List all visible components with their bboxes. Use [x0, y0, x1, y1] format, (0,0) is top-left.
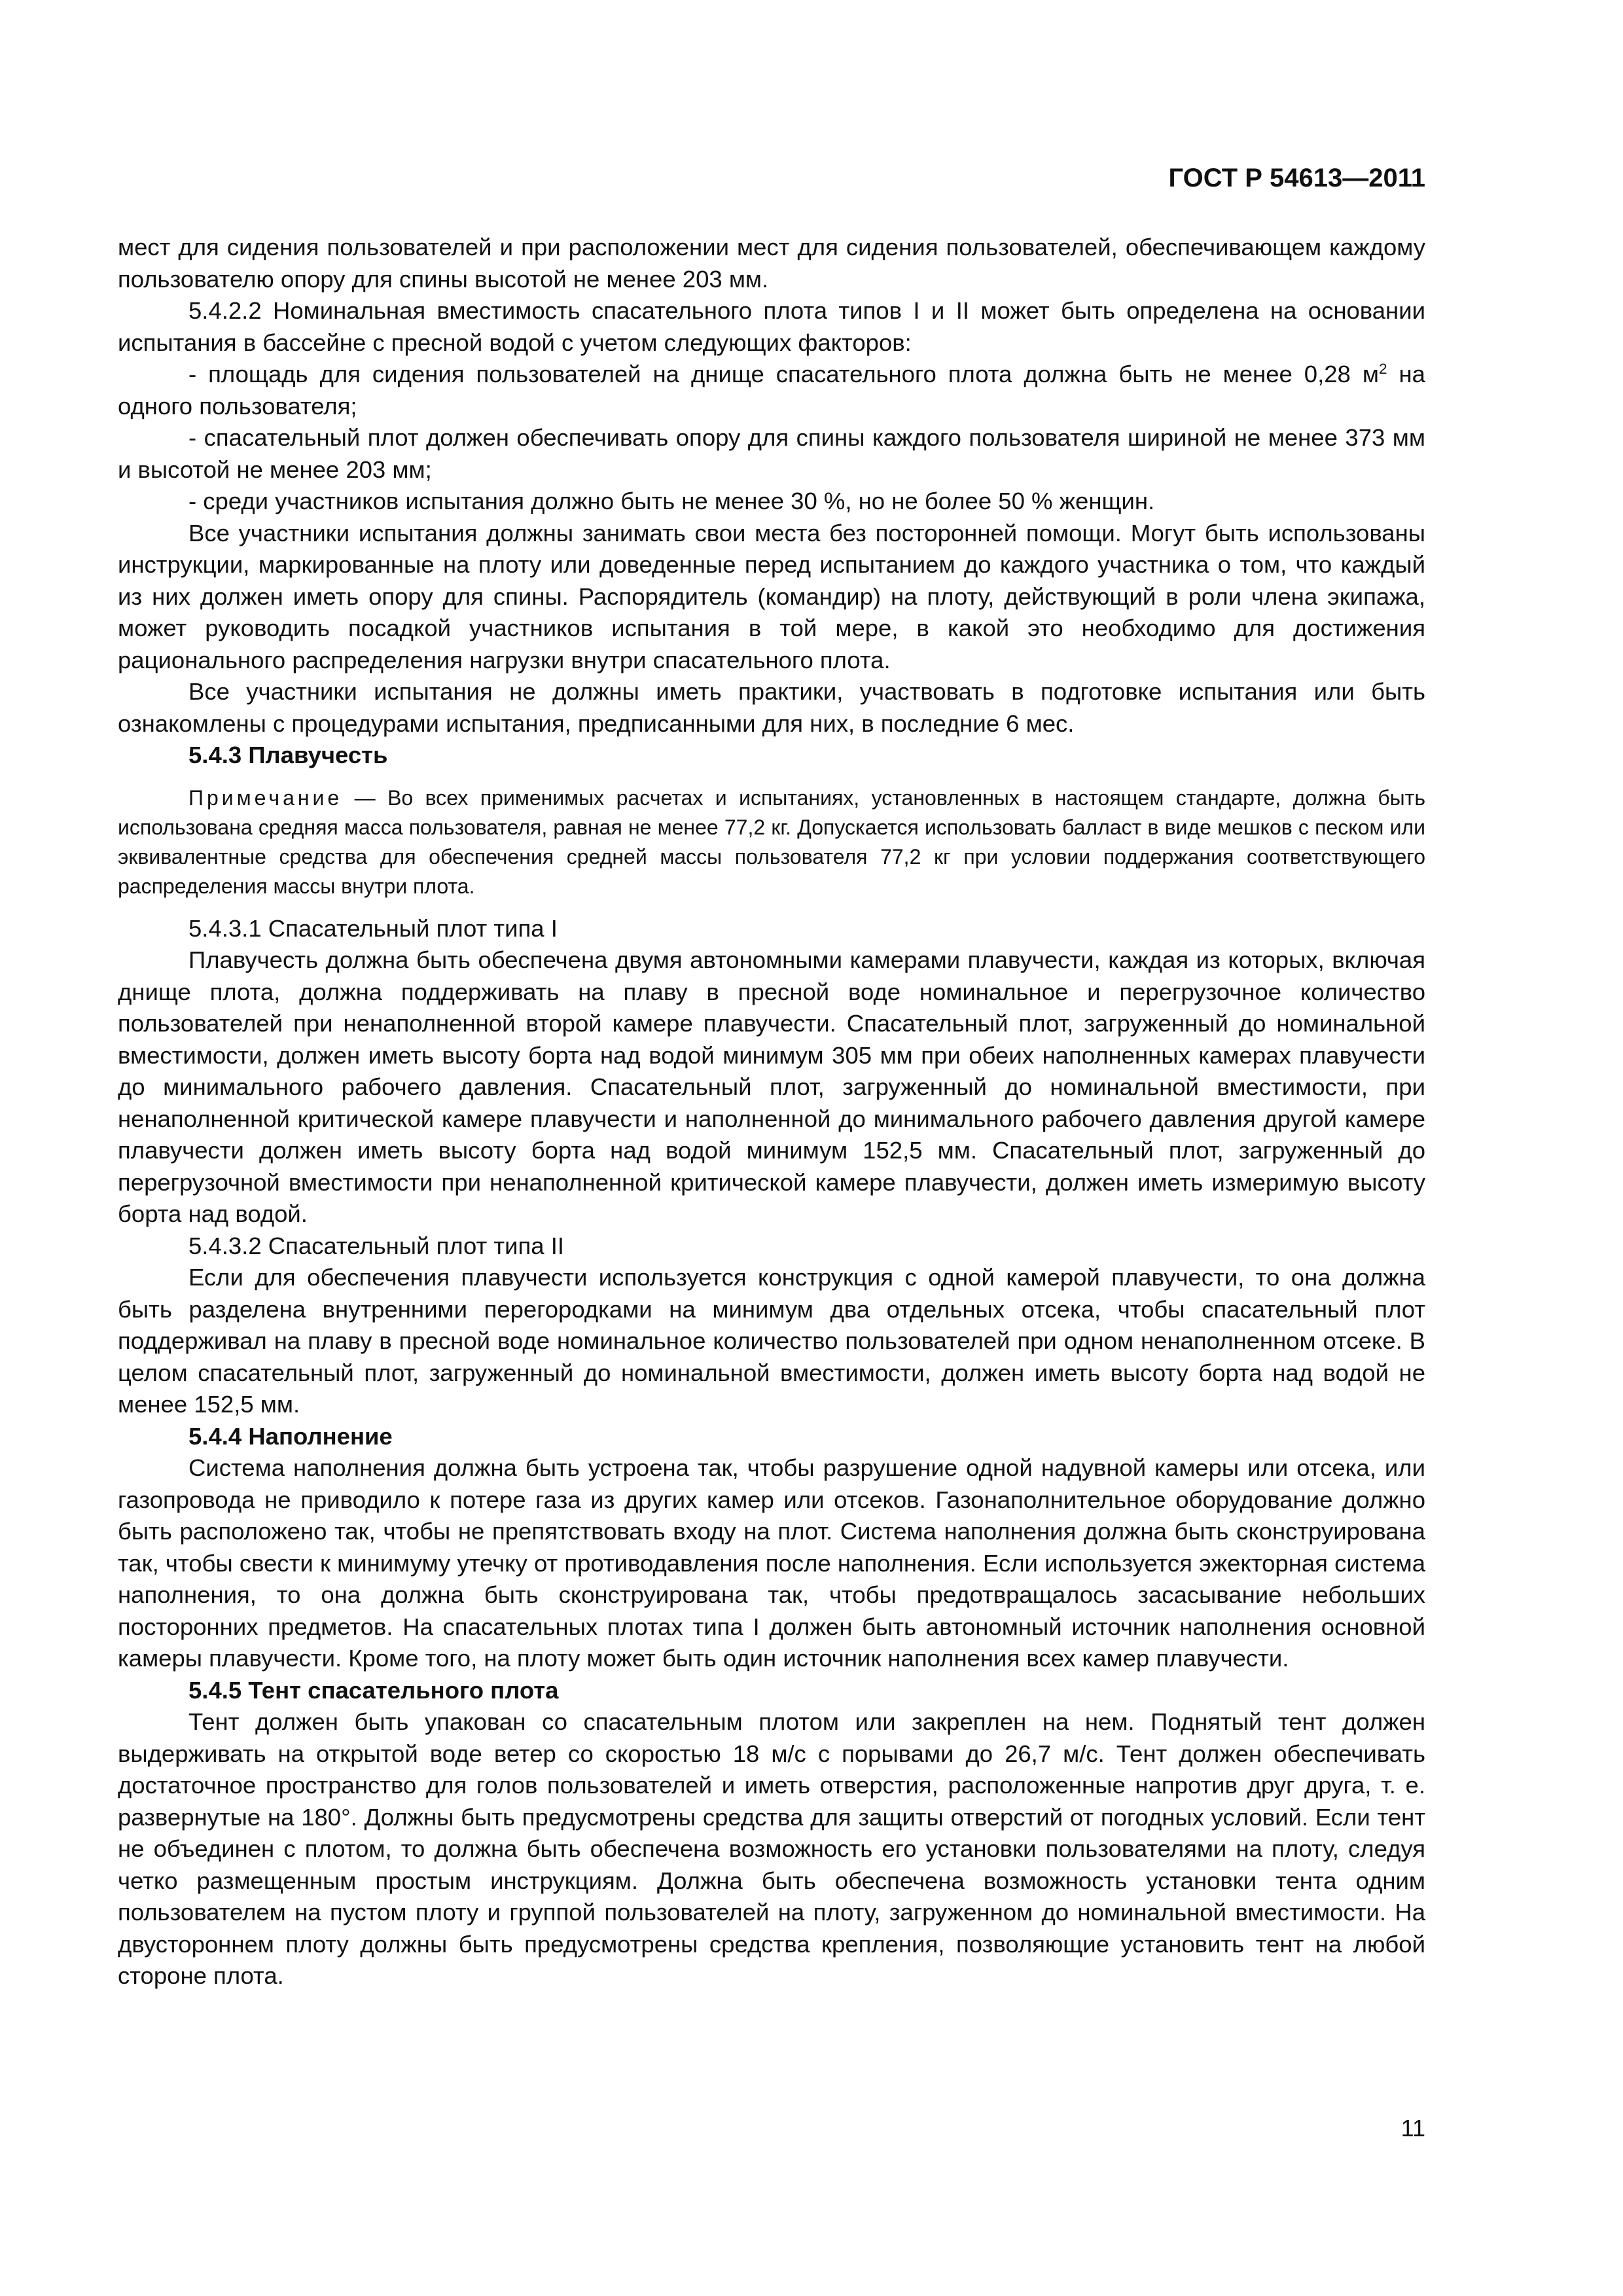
note-label: Примечание	[188, 785, 343, 810]
heading-5-4-5: 5.4.5 Тент спасательного плота	[188, 1676, 559, 1704]
document-body	[118, 232, 1425, 1992]
paragraph-5-4-3-1: Плавучесть должна быть обеспечена двумя автономными камерами плавучести, каждая из которых, включая днище плота, должна поддерживать на плаву в пресной воде номинальное и перегрузочное количество пользователей при ненаполненной второй камере плавучести. Спасательный плот, загруженный до номинальной вместимости, должен иметь высоту борта над водой минимум 305 мм при обеих наполненных камерах плавучести до минимального рабочего давления. Спасательный плот, загруженный до номинальной вместимости, при ненаполненной критической камере плавучести и наполненной до минимального рабочего давления другой камере плавучести должен иметь высоту борта над водой минимум 152,5 мм. Спасательный плот, загруженный до перегрузочной вместимости при ненаполненной критической камере плавучести, должен иметь измеримую высоту борта над водой.	[118, 946, 1425, 1227]
paragraph-intro: мест для сидения пользователей и при расположении мест для сидения пользователей, обеспечивающем каждому пользователю опору для спины высотой не менее 203 мм.	[118, 234, 1425, 293]
paragraph-participants: Все участники испытания должны занимать свои места без посторонней помощи. Могут быть использованы инструкции, маркированные на плоту или доведенные перед испытанием до каждого участника о том, что каждый из них должен иметь опору для спины. Распорядитель (командир) на плоту, действующий в роли члена экипажа, может руководить посадкой участников испытания в той мере, в какой это необходимо для достижения рационального распределения нагрузки внутри спасательного плота.	[118, 519, 1425, 673]
bullet-seat-area-text: - площадь для сидения пользователей на днище спасательного плота должна быть не менее 0,28 м	[188, 361, 1379, 387]
heading-5-4-3: 5.4.3 Плавучесть	[188, 742, 388, 768]
document-page	[118, 0, 1425, 2296]
clause-5-4-3-2: 5.4.3.2 Спасательный плот типа II	[188, 1232, 564, 1259]
heading-5-4-4: 5.4.4 Наполнение	[188, 1422, 393, 1450]
paragraph-5-4-5: Тент должен быть упакован со спасательным плотом или закреплен на нем. Поднятый тент должен выдерживать на открытой воде ветер со скоростью 18 м/с с порывами до 26,7 м/с. Тент должен обеспечивать достаточное пространство для голов пользователей и иметь отверстия, расположенные напротив друг друга, т. е. развернутые на 180°. Должны быть предусмотрены средства для защиты отверстий от погодных условий. Если тент не объединен с плотом, то должна быть обеспечена возможность его установки пользователями на плоту, следуя четко размещенным простым инструкциям. Должна быть обеспечена возможность установки тента одним пользователем на пустом плоту и группой пользователей на плоту, загруженном до номинальной вместимости. На двустороннем плоту должны быть предусмотрены средства крепления, позволяющие установить тент на любой стороне плота.	[118, 1708, 1425, 1989]
bullet-seat-area	[118, 359, 1425, 422]
standard-header: ГОСТ Р 54613—2011	[1168, 164, 1425, 192]
bullet-back-support: - спасательный плот должен обеспечивать опору для спины каждого пользователя шириной не менее 373 мм и высотой не менее 203 мм;	[118, 424, 1425, 483]
bullet-seat-area-tail: на одного пользователя;	[118, 361, 1425, 420]
paragraph-5-4-4: Система наполнения должна быть устроена так, чтобы разрушение одной надувной камеры или отсека, или газопровода не приводило к потере газа из других камер или отсеков. Газонаполнительное оборудование должно быть расположено так, чтобы не препятствовать входу на плот. Система наполнения должна быть сконструирована так, чтобы свести к минимуму утечку от противодавления после наполнения. Если используется эжекторная система наполнения, то она должна быть сконструирована так, чтобы предотвращалось засасывание небольших посторонних предметов. На спасательных плотах типа I должен быть автономный источник наполнения основной камеры плавучести. Кроме того, на плоту может быть один источник наполнения всех камер плавучести.	[118, 1454, 1425, 1672]
paragraph-participants-practice: Все участники испытания не должны иметь практики, участвовать в подготовке испытания или быть ознакомлены с процедурами испытания, предписанными для них, в последние 6 мес.	[118, 678, 1425, 737]
note-block	[118, 783, 1425, 901]
page-number: 11	[1400, 2115, 1425, 2142]
clause-5-4-3-1: 5.4.3.1 Спасательный плот типа I	[188, 914, 558, 942]
paragraph-5-4-3-2: Если для обеспечения плавучести используется конструкция с одной камерой плавучести, то она должна быть разделена внутренними перегородками на минимум два отдельных отсека, чтобы спасательный плот поддерживал на плаву в пресной воде номинальное количество пользователей при одном ненаполненном отсеке. В целом спасательный плот, загруженный до номинальной вместимости, должен иметь высоту борта над водой не менее 152,5 мм.	[118, 1264, 1425, 1418]
note-text: — Во всех применимых расчетах и испытаниях, установленных в настоящем стандарте, должна быть использована средняя масса пользователя, равная не менее 77,2 кг. Допускается использовать балласт в виде мешков с песком или эквивалентные средства для обеспечения средней массы пользователя 77,2 кг при условии поддержания соответствующего распределения массы внутри плота.	[118, 785, 1425, 898]
bullet-women-share: - среди участников испытания должно быть не менее 30 %, но не более 50 % женщин.	[188, 488, 1155, 514]
superscript-2: 2	[1378, 360, 1387, 377]
clause-5-4-2-2: 5.4.2.2 Номинальная вместимость спасательного плота типов I и II может быть определена на основании испытания в бассейне с пресной водой с учетом следующих факторов:	[118, 297, 1425, 356]
